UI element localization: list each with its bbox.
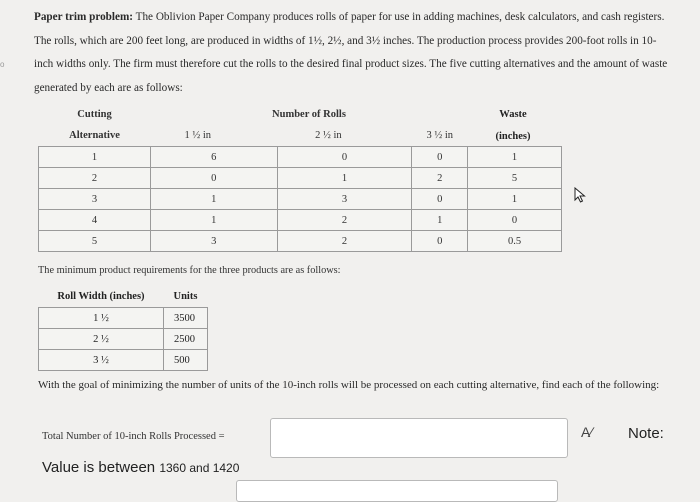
rolls-2-5-cell: 2 bbox=[277, 210, 412, 231]
header-roll-width: Roll Width (inches) bbox=[39, 286, 164, 308]
note-label: Note: bbox=[628, 425, 664, 442]
alt-cell: 4 bbox=[39, 210, 151, 231]
rolls-3-5-cell: 0 bbox=[412, 147, 468, 168]
value-hint-prefix: Value is between bbox=[42, 459, 156, 476]
header-cutting: Cutting bbox=[77, 109, 112, 120]
waste-cell: 1 bbox=[468, 147, 562, 168]
rolls-2-5-cell: 2 bbox=[277, 231, 412, 252]
alt-cell: 2 bbox=[39, 168, 151, 189]
rolls-2-5-cell: 1 bbox=[277, 168, 412, 189]
roll-width-cell: 2 ½ bbox=[39, 329, 164, 350]
total-rolls-input[interactable] bbox=[270, 418, 568, 458]
goal-text: With the goal of minimizing the number of units of the 10-inch rolls will be processed on each cutting alternative, find each of the following: bbox=[38, 379, 660, 391]
waste-header bbox=[466, 104, 560, 152]
rolls-2-5-cell: 0 bbox=[277, 147, 412, 168]
waste-cell: 1 bbox=[468, 189, 562, 210]
mouse-cursor-icon bbox=[574, 187, 586, 203]
rolls-1-5-cell: 3 bbox=[151, 231, 278, 252]
waste-cell: 5 bbox=[468, 168, 562, 189]
unit-3-5-in: 3 ½ in bbox=[426, 130, 454, 141]
units-cell: 500 bbox=[164, 350, 208, 371]
problem-title: Paper trim problem: bbox=[34, 11, 134, 23]
rolls-1-5-cell: 0 bbox=[151, 168, 278, 189]
header-waste-units: (inches) bbox=[495, 131, 531, 142]
units-cell: 2500 bbox=[164, 329, 208, 350]
rolls-3-5-cell: 0 bbox=[412, 231, 468, 252]
roll-width-cell: 3 ½ bbox=[39, 350, 164, 371]
alt-cell: 5 bbox=[39, 231, 151, 252]
rolls-3-5-cell: 0 bbox=[412, 189, 468, 210]
alt-cell: 3 bbox=[39, 189, 151, 210]
rolls-2-5-cell: 3 bbox=[277, 189, 412, 210]
rolls-3-5-cell: 1 bbox=[412, 210, 468, 231]
header-waste: Waste bbox=[499, 109, 527, 120]
problem-text: The Oblivion Paper Company produces rolls of paper for use in adding machines, desk calculators, and cash registers. The rolls, which are 200 feet long, are produced in widths of 1½, 2½, and 3½ inches. The production process provides 200-foot rolls in 10-inch widths only. The firm must therefore cut the rolls to the desired final product sizes. The five cutting alternatives and the amount of waste generated by each are as follows: bbox=[34, 11, 668, 94]
next-answer-input[interactable] bbox=[236, 480, 558, 502]
units-cell: 3500 bbox=[164, 308, 208, 329]
roll-width-cell: 1 ½ bbox=[39, 308, 164, 329]
header-units: Units bbox=[164, 286, 208, 308]
rolls-3-5-cell: 2 bbox=[412, 168, 468, 189]
unit-1-5-in: 1 ½ in bbox=[184, 130, 212, 141]
unit-2-5-in: 2 ½ in bbox=[315, 130, 342, 141]
value-hint-range: 1360 and 1420 bbox=[159, 461, 240, 475]
spellcheck-icon[interactable]: A∕ bbox=[581, 424, 593, 440]
alt-cell: 1 bbox=[39, 147, 151, 168]
header-alternative: Alternative bbox=[69, 130, 120, 141]
value-hint bbox=[42, 459, 239, 476]
problem-statement bbox=[34, 6, 674, 100]
total-rolls-label: Total Number of 10-inch Rolls Processed = bbox=[42, 431, 225, 442]
stray-mark: o bbox=[0, 60, 5, 69]
requirements-table bbox=[38, 286, 208, 371]
waste-cell: 0.5 bbox=[468, 231, 562, 252]
rolls-1-5-cell: 1 bbox=[151, 189, 278, 210]
rolls-1-5-cell: 1 bbox=[151, 210, 278, 231]
requirements-intro: The minimum product requirements for the three products are as follows: bbox=[38, 265, 341, 276]
waste-cell: 0 bbox=[468, 210, 562, 231]
rolls-1-5-cell: 6 bbox=[151, 147, 278, 168]
header-number-of-rolls: Number of Rolls bbox=[272, 109, 346, 120]
